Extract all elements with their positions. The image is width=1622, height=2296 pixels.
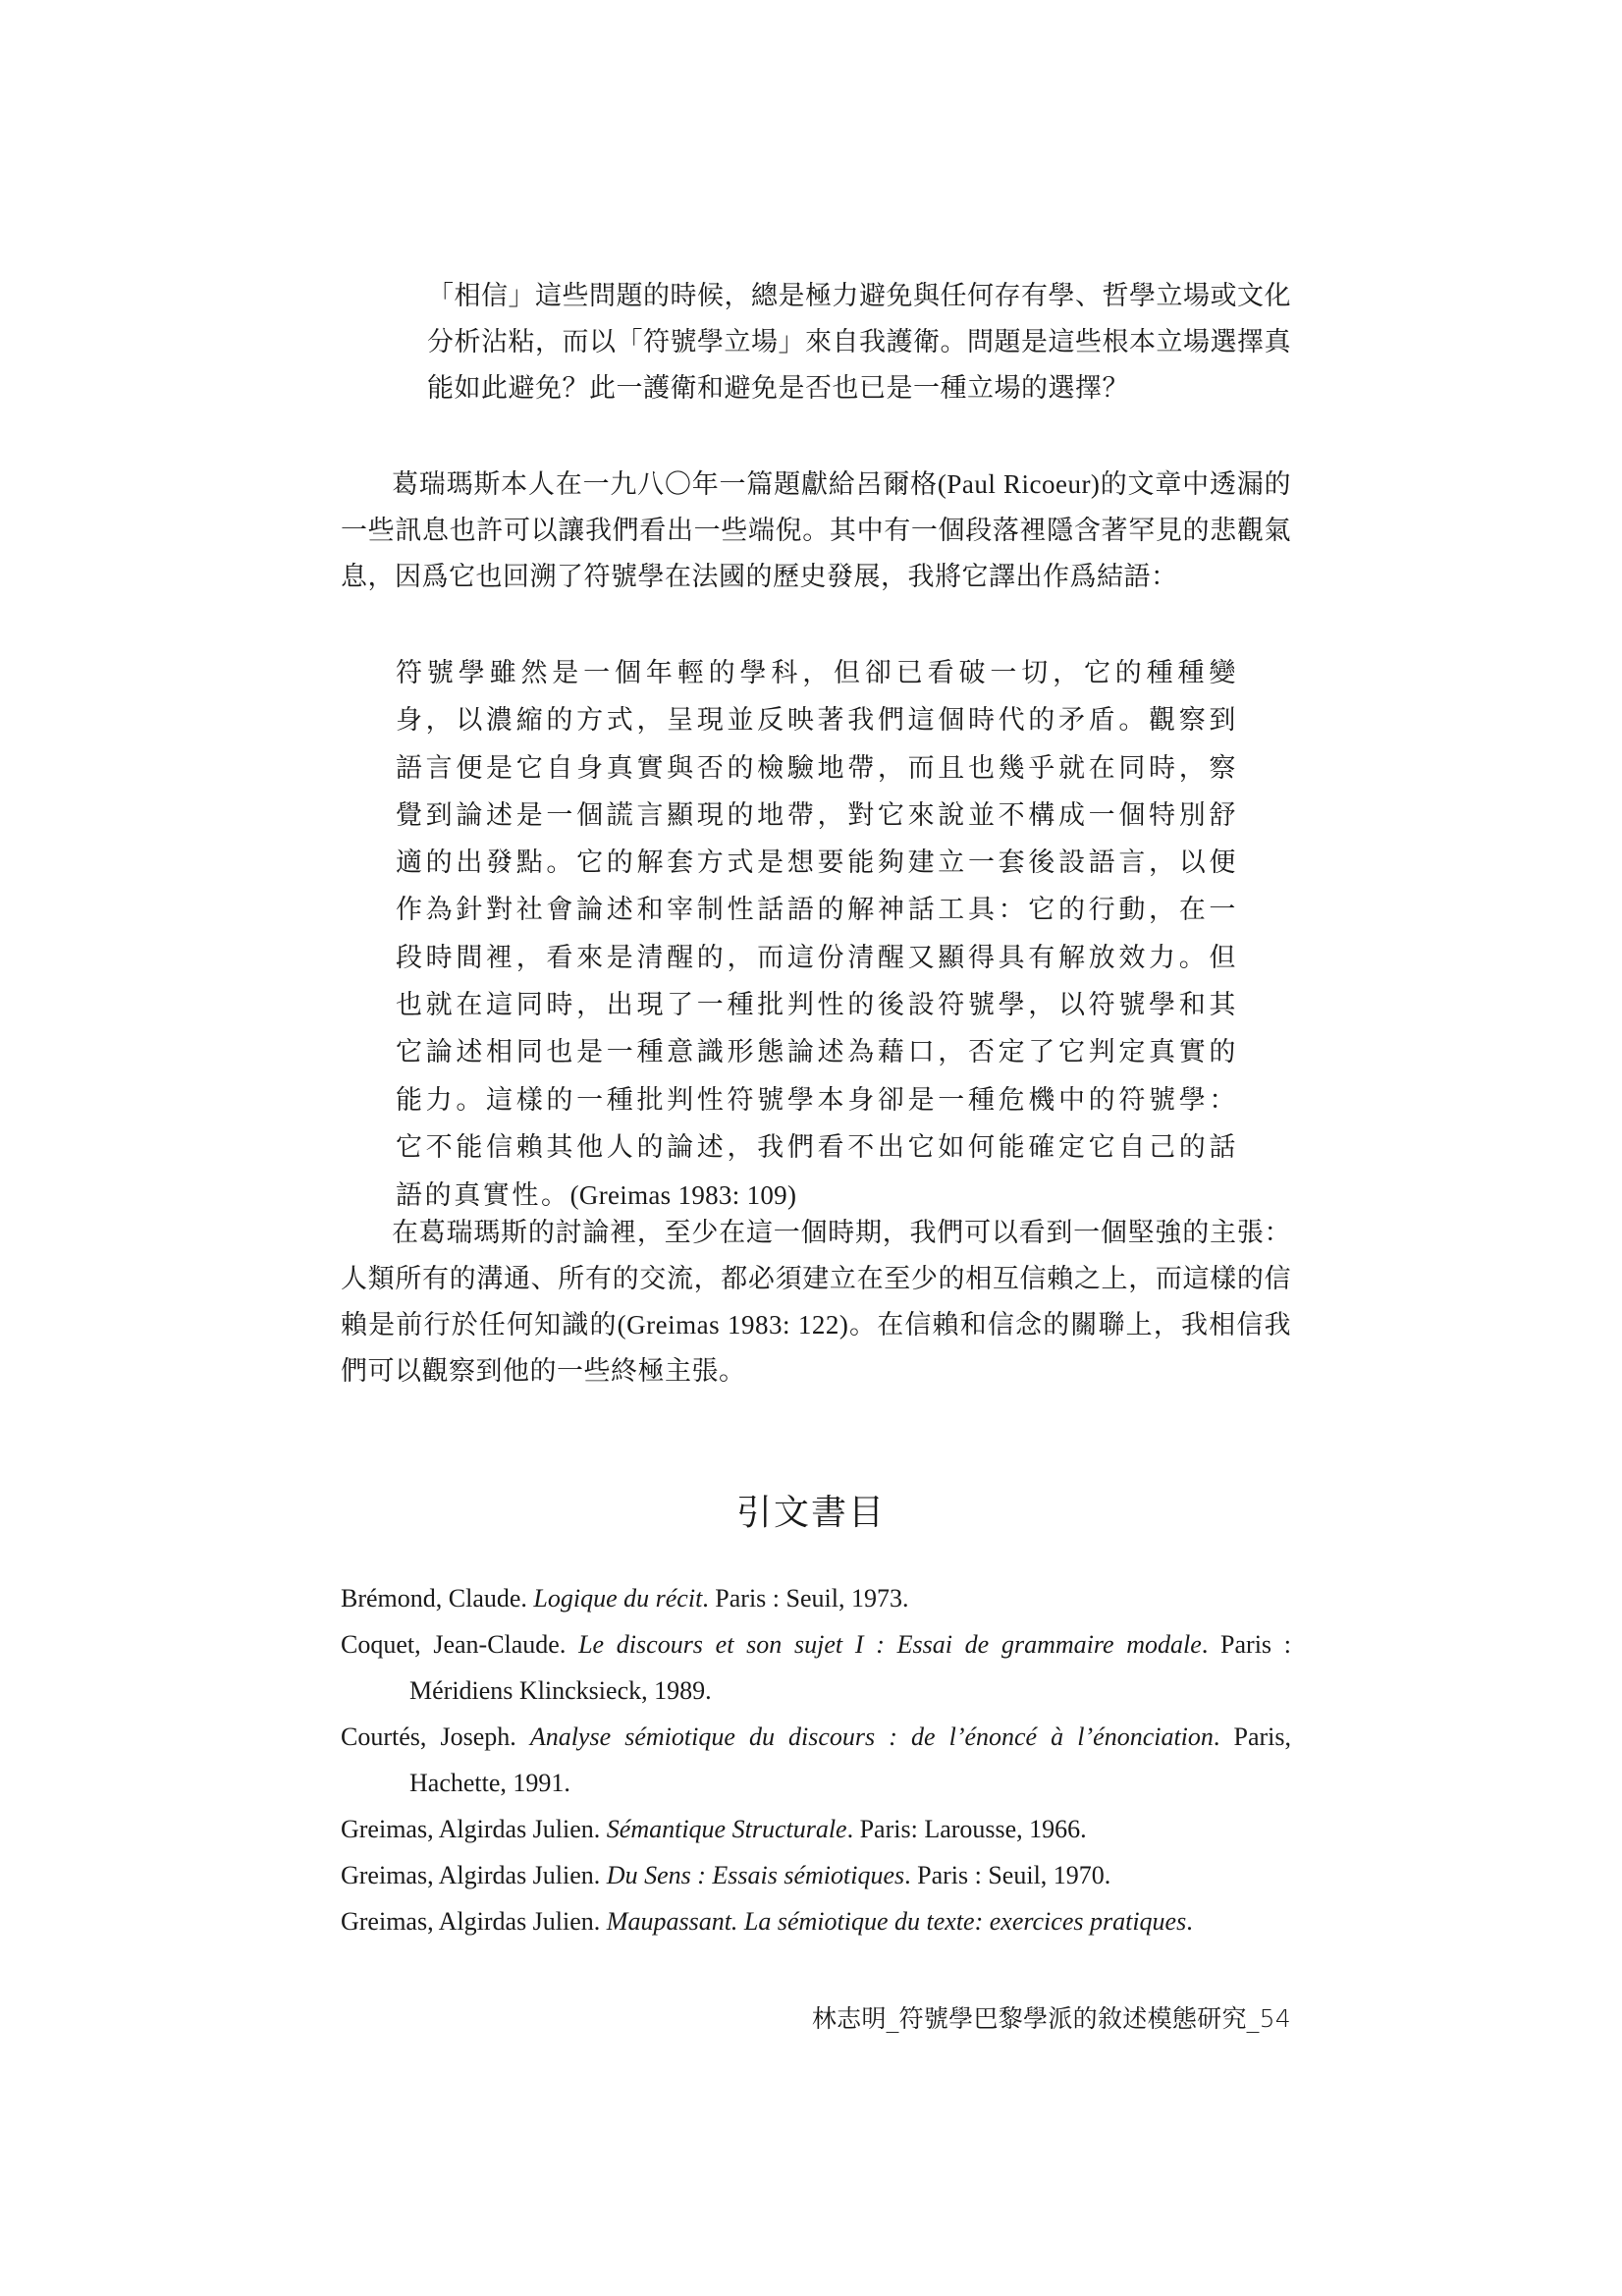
block-quote [396,650,1238,1221]
bib-author: Greimas, Algirdas Julien. [341,1861,607,1889]
bib-author: Courtés, Joseph. [341,1722,530,1751]
bib-publication: . Paris : Seuil, 1970. [904,1861,1111,1889]
block-quote-text: 符號學雖然是一個年輕的學科，但卻已看破一切，它的種種變身，以濃縮的方式，呈現並反映著我們這個時代的矛盾。觀察到語言便是它自身真實與否的檢驗地帶，而且也幾乎就在同時，察覺到論述是一個謊言顯現的地帶，對它來說並不構成一個特別舒適的出發點。它的解套方式是想要能夠建立一套後設語言，以便作為針對社會論述和宰制性話語的解神話工具：它的行動，在一段時間裡，看來是清醒的，而這份清醒又顯得具有解放效力。但也就在這同時，出現了一種批判性的後設符號學，以符號學和其它論述相同也是一種意識形態論述為藉口，否定了它判定真實的能力。這樣的一種批判性符號學本身卻是一種危機中的符號學：它不能信賴其他人的論述，我們看不出它如何能確定它自己的話語的真實性。 [396,658,1238,1212]
bibliography-entry [341,1575,1291,1621]
bibliography-heading: 引文書目 [735,1493,886,1533]
bib-author: Brémond, Claude. [341,1584,534,1613]
bibliography-list [341,1575,1291,1944]
bib-title: Maupassant. La sémiotique du texte: exercices pratiques [606,1907,1187,1936]
bib-publication: . Paris : Seuil, 1973. [702,1584,909,1613]
bibliography-entry [341,1714,1291,1806]
bib-title: Logique du récit [533,1584,703,1613]
block-quote-citation: (Greimas 1983: 109) [569,1180,797,1211]
bibliography-entry [341,1898,1291,1944]
bib-title: Du Sens : Essais sémiotiques [606,1861,905,1889]
bibliography-entry [341,1806,1291,1852]
page-footer: 林志明_符號學巴黎學派的敘述模態研究_54 [811,2004,1291,2033]
bib-author: Coquet, Jean-Claude. [341,1630,579,1659]
bibliography-entry [341,1852,1291,1898]
bib-publication: . Paris, Hachette, 1991. [409,1722,1291,1797]
bib-author: Greimas, Algirdas Julien. [341,1815,607,1843]
continued-paragraph: 「相信」這些問題的時候，總是極力避免與任何存有學、哲學立場或文化分析沾粘，而以「符號學立場」來自我護衛。問題是這些根本立場選擇真能如此避免？此一護衛和避免是否也已是一種立場的選擇？ [427,281,1291,403]
body-paragraph-2: 在葛瑞瑪斯的討論裡，至少在這一個時期，我們可以看到一個堅強的主張：人類所有的溝通、所有的交流，都必須建立在至少的相互信賴之上，而這樣的信賴是前行於任何知識的(Greimas 1983: 122)。在信賴和信念的關聯上，我相信我們可以觀察到他的一些終極主張。 [341,1218,1291,1386]
bib-publication: . Paris: Larousse, 1966. [846,1815,1087,1843]
bib-title: Analyse sémiotique du discours : de l’énoncé à l’énonciation [529,1722,1214,1751]
bib-publication: . Paris : Méridiens Klincksieck, 1989. [409,1630,1291,1705]
bib-publication: . [1186,1907,1193,1936]
bib-title: Sémantique Structurale [606,1815,847,1843]
bibliography-entry [341,1621,1291,1714]
bib-title: Le discours et son sujet I : Essai de grammaire modale [578,1630,1202,1659]
body-paragraph-1: 葛瑞瑪斯本人在一九八〇年一篇題獻給呂爾格(Paul Ricoeur)的文章中透漏的一些訊息也許可以讓我們看出一些端倪。其中有一個段落裡隱含著罕見的悲觀氣息，因爲它也回溯了符號學在法國的歷史發展，我將它譯出作爲結語： [341,469,1291,591]
bib-author: Greimas, Algirdas Julien. [341,1907,607,1936]
